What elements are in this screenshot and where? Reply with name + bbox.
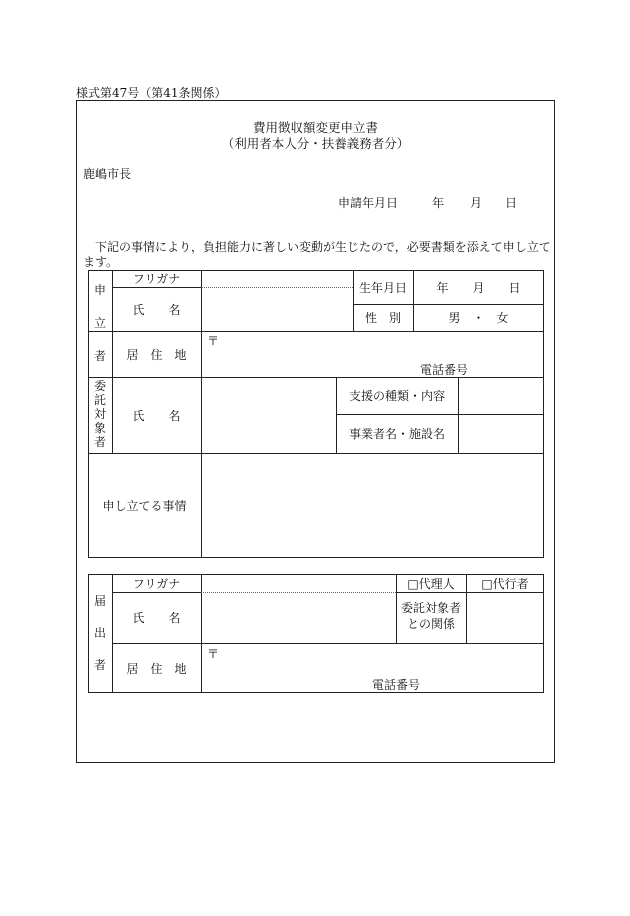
- birthdate-value[interactable]: 年 月 日: [436, 280, 521, 295]
- reason-field[interactable]: [202, 454, 543, 557]
- support-type-field[interactable]: [459, 378, 543, 413]
- applicant-group-label: 申 立 者: [93, 283, 106, 363]
- application-date-month: 月: [470, 196, 483, 210]
- application-date-year: 年: [432, 196, 445, 210]
- notifier-group-label: 届 出 者: [93, 594, 106, 672]
- form-subtitle: （利用者本人分・扶養義務者分）: [221, 136, 410, 151]
- relation-label: 委託対象者 との関係: [400, 601, 461, 631]
- provider-label: 事業者名・施設名: [348, 427, 445, 441]
- addressee: 鹿嶋市長: [83, 167, 132, 181]
- sex-options[interactable]: 男 ・ 女: [448, 311, 509, 325]
- notifier-name-label: 氏 名: [132, 611, 181, 625]
- notifier-name-field[interactable]: [202, 593, 395, 642]
- trustee-name-field[interactable]: [202, 378, 335, 452]
- proxy-checkbox[interactable]: □代行者: [481, 576, 529, 591]
- applicant-name-field[interactable]: [202, 288, 352, 330]
- applicant-address-label: 居 住 地: [126, 347, 187, 362]
- notifier-furigana-label: フリガナ: [132, 576, 181, 591]
- provider-field[interactable]: [459, 415, 543, 452]
- applicant-furigana-label: フリガナ: [132, 272, 181, 286]
- postal-mark: 〒: [207, 334, 220, 348]
- form-title: 費用徴収額変更申立書: [252, 120, 378, 135]
- sex-label: 性 別: [364, 311, 401, 325]
- support-type-label: 支援の種類・内容: [348, 389, 445, 403]
- application-date-label: 申請年月日: [338, 196, 399, 210]
- statement-text: 下記の事情により，負担能力に著しい変動が生じたので，必要書類を添えて申し立てます。: [83, 240, 551, 269]
- agent-checkbox[interactable]: □代理人: [407, 576, 455, 591]
- notifier-phone-label: 電話番号: [372, 678, 421, 692]
- form-number: 様式第47号（第41条関係）: [76, 86, 227, 100]
- trustee-group-label: 委 託 対 象 者: [93, 379, 106, 449]
- notifier-address-label: 居 住 地: [126, 661, 187, 676]
- notifier-postal-mark: 〒: [207, 647, 220, 661]
- applicant-name-label: 氏 名: [132, 302, 181, 317]
- application-date-day: 日: [505, 196, 518, 210]
- applicant-phone-label: 電話番号: [420, 363, 469, 377]
- trustee-name-label: 氏 名: [132, 408, 181, 423]
- birthdate-label: 生年月日: [358, 280, 407, 295]
- reason-label: 申し立てる事情: [102, 499, 187, 513]
- relation-field[interactable]: [467, 593, 543, 642]
